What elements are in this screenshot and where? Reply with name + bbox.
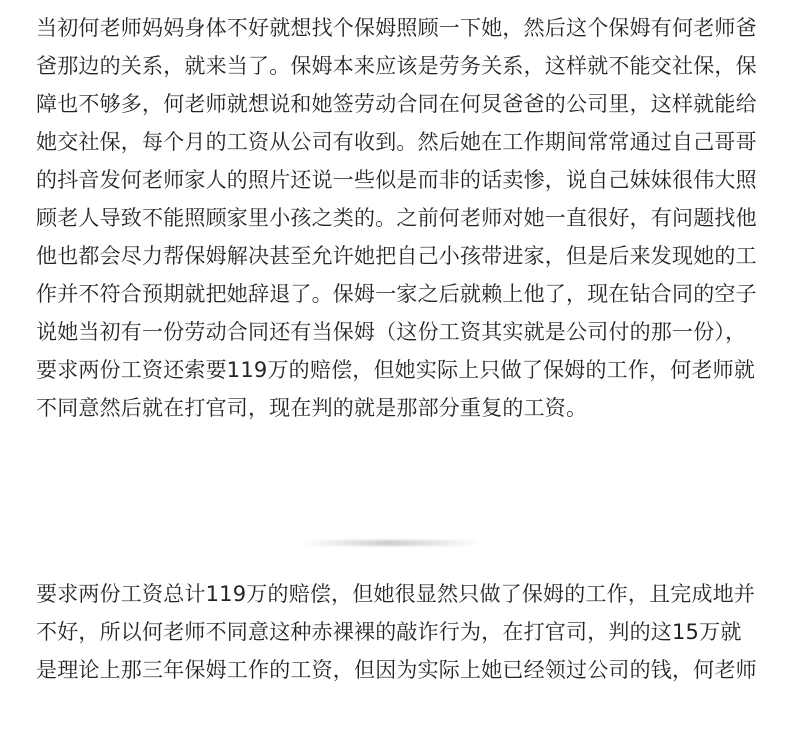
- paragraph-2: [36, 575, 776, 689]
- text-line: 要求两份工资还索要119万的赔偿，但她实际上只做了保姆的工作，何老师就: [36, 358, 756, 382]
- text-line: 不好，所以何老师不同意这种赤裸裸的敲诈行为，在打官司，判的这15万就: [36, 620, 742, 644]
- text-line: 作并不符合预期就把她辞退了。保姆一家之后就赖上他了，现在钻合同的空子: [36, 282, 757, 306]
- text-line: 不同意然后就在打官司，现在判的就是那部分重复的工资。: [36, 396, 588, 420]
- text-line: 要求两份工资总计119万的赔偿，但她很显然只做了保姆的工作，且完成地并: [36, 582, 756, 606]
- text-line: 障也不够多，何老师就想说和她签劳动合同在何炅爸爸的公司里，这样就能给: [36, 92, 757, 116]
- paragraph-1: [36, 9, 776, 427]
- text-line: 的抖音发何老师家人的照片还说一些似是而非的话卖惨，说自己妹妹很伟大照: [36, 168, 757, 192]
- text-line: 是理论上那三年保姆工作的工资，但因为实际上她已经领过公司的钱，何老师: [36, 658, 757, 682]
- text-line: 他也都会尽力帮保姆解决甚至允许她把自己小孩带进家，但是后来发现她的工: [36, 244, 757, 268]
- text-line: 顾老人导致不能照顾家里小孩之类的。之前何老师对她一直很好，有问题找他: [36, 206, 757, 230]
- text-line: 爸那边的关系，就来当了。保姆本来应该是劳务关系，这样就不能交社保，保: [36, 54, 757, 78]
- text-line: 当初何老师妈妈身体不好就想找个保姆照顾一下她，然后这个保姆有何老师爸: [36, 16, 757, 40]
- cropped-text-line: [36, 716, 776, 730]
- text-line: 她交社保，每个月的工资从公司有收到。然后她在工作期间常常通过自己哥哥: [36, 130, 757, 154]
- text-line: 说她当初有一份劳动合同还有当保姆（这份工资其实就是公司付的那一份），: [36, 320, 747, 344]
- section-divider: [300, 540, 480, 546]
